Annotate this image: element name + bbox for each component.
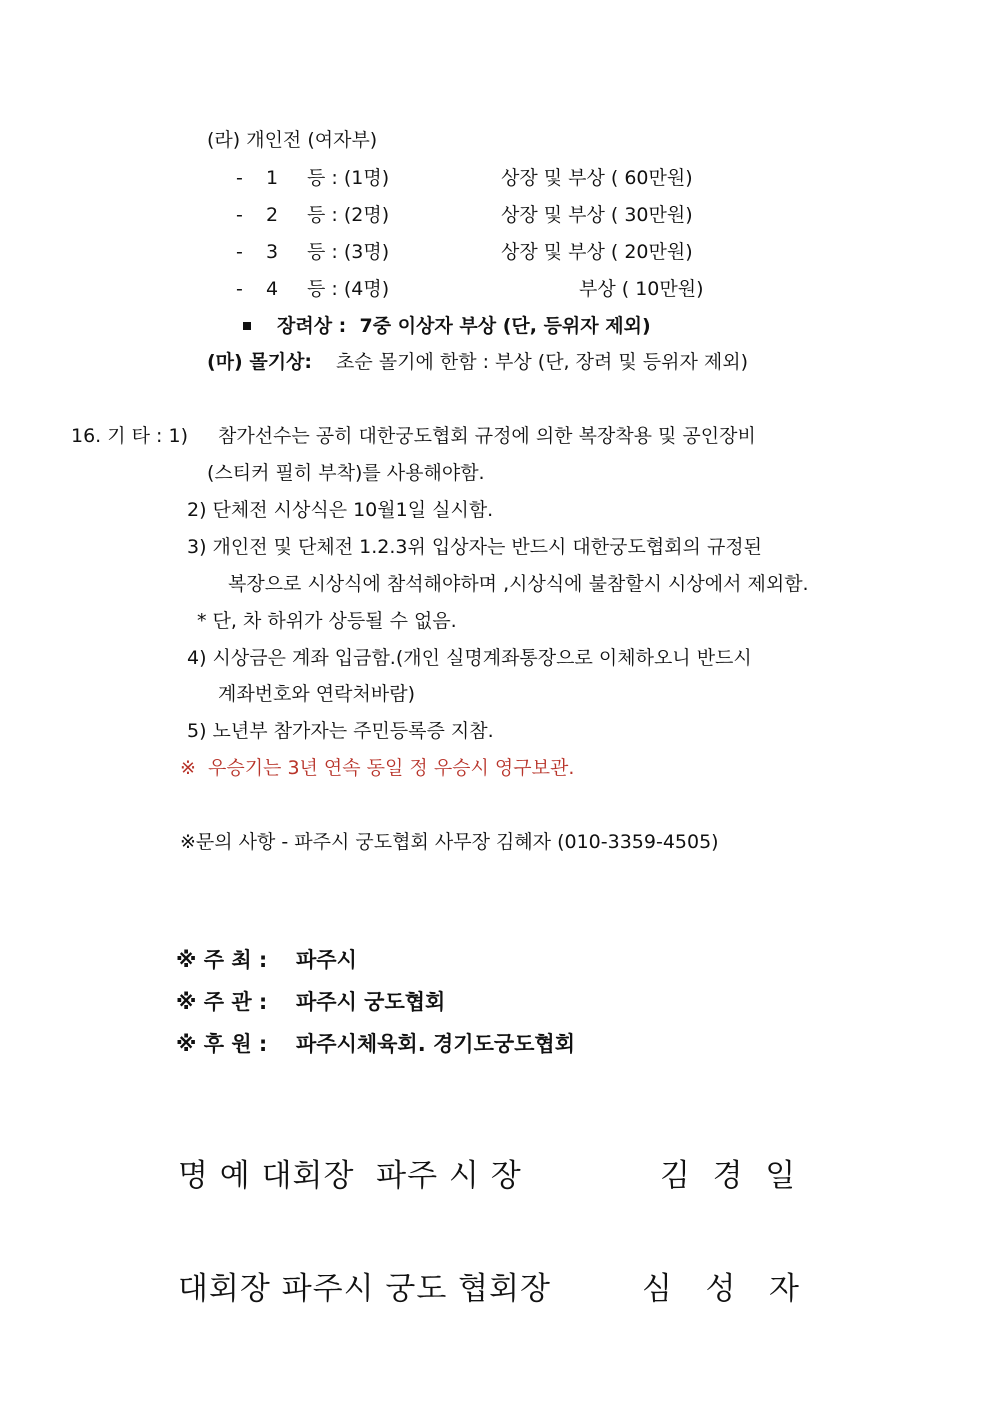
signature-title: 명 예 대회장 파주 시 장: [178, 1158, 522, 1194]
rank-label: 등 : (2명): [307, 204, 390, 226]
rank-prize: 상장 및 부상 ( 60만원): [501, 167, 693, 189]
others-item3-line1: 3) 개인전 및 단체전 1.2.3위 입상자는 반드시 대한궁도협회의 규정된: [187, 536, 763, 558]
trophy-note: ※ 우승기는 3년 연속 동일 정 우승시 영구보관.: [180, 757, 575, 779]
rank-dash: -: [236, 278, 243, 300]
contact-info: ※문의 사항 - 파주시 궁도협회 사무장 김혜자 (010-3359-4505): [180, 831, 719, 853]
others-item4-line2: 계좌번호와 연락처바람): [218, 683, 415, 705]
rank-number: 4: [266, 278, 279, 300]
others-title: 16. 기 타 : 1): [71, 425, 188, 447]
rank-label: 등 : (1명): [307, 167, 390, 189]
rank-dash: -: [236, 241, 243, 263]
organizer-label: ※ 후 원 :: [176, 1032, 268, 1056]
arrow-prize-text: 초순 몰기에 한함 : 부상 (단, 장려 및 등위자 제외): [336, 351, 748, 373]
others-item3-line2: 복장으로 시상식에 참석해야하며 ,시상식에 불참할시 시상에서 제외함.: [228, 573, 809, 595]
others-item2: 2) 단체전 시상식은 10월1일 실시함.: [187, 499, 494, 521]
others-item1-line2: (스티커 필히 부착)를 사용해야함.: [207, 462, 485, 484]
rank-number: 2: [266, 204, 279, 226]
rank-prize: 상장 및 부상 ( 20만원): [501, 241, 693, 263]
rank-dash: -: [236, 167, 243, 189]
signature-name: 김 경 일: [660, 1158, 797, 1194]
organizer-label: ※ 주 관 :: [176, 990, 268, 1014]
organizer-value: 파주시: [296, 948, 357, 972]
others-item1-line1: 참가선수는 공히 대한궁도협회 규정에 의한 복장착용 및 공인장비: [218, 425, 756, 447]
prize-heading: (라) 개인전 (여자부): [207, 129, 378, 151]
organizer-value: 파주시체육회. 경기도궁도협회: [296, 1032, 576, 1056]
rank-dash: -: [236, 204, 243, 226]
signature-name: 심 성 자: [642, 1271, 800, 1307]
arrow-prize-heading: (마) 몰기상:: [207, 351, 312, 373]
organizer-value: 파주시 궁도협회: [296, 990, 446, 1014]
square-bullet-icon: [243, 322, 251, 330]
others-item5: 5) 노년부 참가자는 주민등록증 지참.: [187, 720, 494, 742]
organizer-label: ※ 주 최 :: [176, 948, 268, 972]
rank-number: 1: [266, 167, 279, 189]
rank-prize: 부상 ( 10만원): [579, 278, 704, 300]
rank-number: 3: [266, 241, 279, 263]
rank-prize: 상장 및 부상 ( 30만원): [501, 204, 693, 226]
others-item4-line1: 4) 시상금은 계좌 입금함.(개인 실명계좌통장으로 이체하오니 반드시: [187, 647, 752, 669]
rank-label: 등 : (3명): [307, 241, 390, 263]
encouragement-prize: 장려상 : 7중 이상자 부상 (단, 등위자 제외): [277, 315, 651, 337]
rank-label: 등 : (4명): [307, 278, 390, 300]
others-item3-note: * 단, 차 하위가 상등될 수 없음.: [197, 610, 457, 632]
signature-title: 대회장 파주시 궁도 협회장: [178, 1271, 551, 1307]
